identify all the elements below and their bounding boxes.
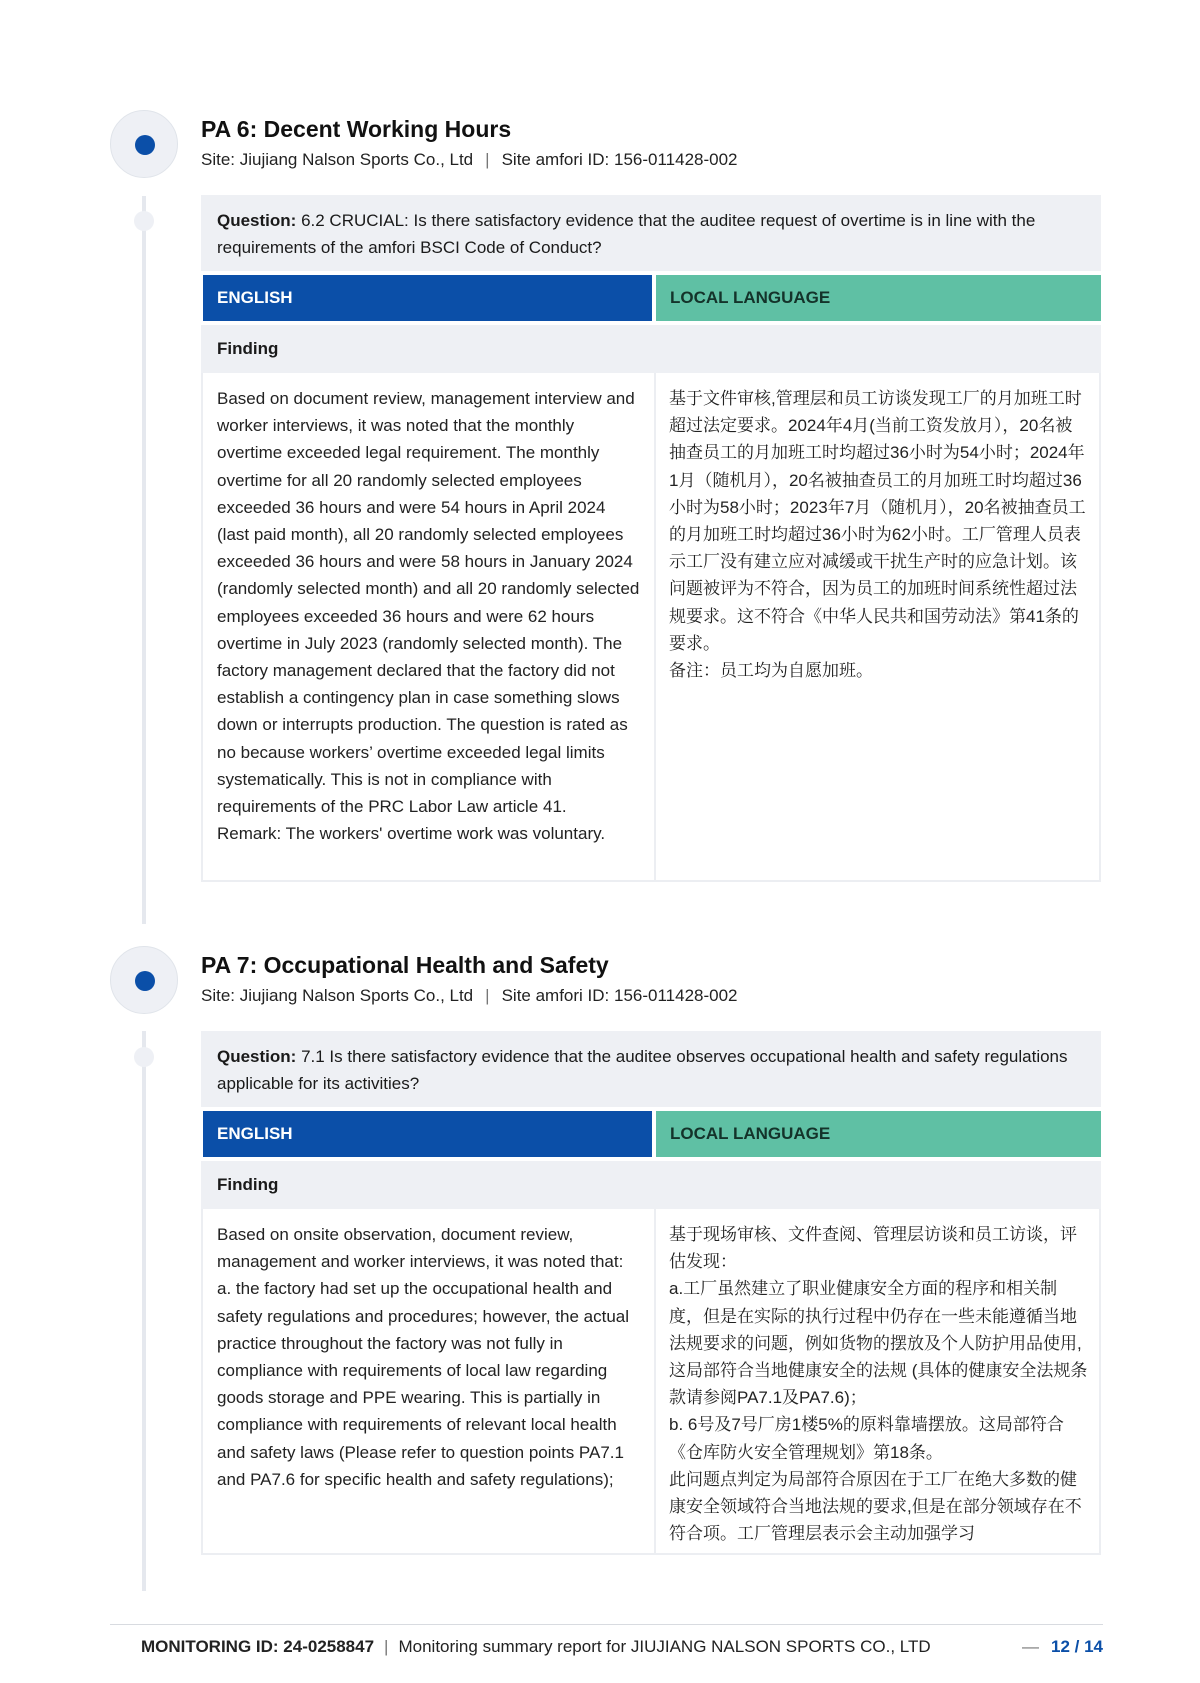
finding-english-text: Based on onsite observation, document review, management and worker interviews, it was noted that: a. the factory had set up the occupational health and safety regulations and procedures; however, the actual practice throughout the factory was not fully in compliance with requirements of local law regarding goods storage and PPE wearing. This is partially in compliance with requirements of relevant local health and safety laws (Please refer to question points PA7.1 and PA7.6 for specific health and safety regulations); — [217, 1225, 630, 1489]
site-line — [201, 150, 738, 170]
monitoring-id: MONITORING ID: 24-0258847 — [141, 1637, 375, 1656]
timeline-dot — [134, 1047, 154, 1067]
footer-dash: — — [1022, 1637, 1039, 1656]
finding-content — [201, 373, 1101, 882]
timeline-rail — [142, 1031, 146, 1591]
question-label: Question: — [217, 1047, 297, 1066]
section-title: PA 7: Occupational Health and Safety — [201, 952, 609, 978]
finding-english-text: Based on document review, management interview and worker interviews, it was noted that the monthly overtime exceeded legal requirement. The monthly overtime for all 20 randomly selected employees exceeded 36 hours and were 54 hours in April 2024 (last paid month), all 20 randomly selected employees exceeded 36 hours and were 58 hours in January 2024 (randomly selected month) and all 20 randomly selected employees exceeded 36 hours and were 62 hours overtime in July 2023 (randomly selected month). The factory management declared that the factory did not establish a contingency plan in case something slows down or interrupts production. The question is rated as no because workers’ overtime exceeded legal limits systematically. This is not in compliance with requirements of the PRC Labor Law article 41. Remark: The workers' overtime work was voluntary. — [217, 389, 640, 844]
footer-divider — [110, 1624, 1103, 1625]
section-title: PA 6: Decent Working Hours — [201, 116, 512, 142]
timeline-dot — [134, 211, 154, 231]
finding-label: Finding — [201, 1161, 1101, 1209]
marker-dot — [135, 135, 155, 155]
section-marker-icon — [110, 110, 178, 178]
language-header-row — [201, 1111, 1101, 1157]
page-number — [1022, 1637, 1103, 1657]
local-language-column-header: LOCAL LANGUAGE — [656, 275, 1101, 321]
site-amfori-id: Site amfori ID: 156-011428-002 — [501, 986, 738, 1005]
english-column-header: ENGLISH — [203, 275, 652, 321]
question-label: Question: — [217, 211, 297, 230]
site-amfori-id: Site amfori ID: 156-011428-002 — [501, 150, 738, 169]
page-number-value: 12 / 14 — [1051, 1637, 1103, 1656]
question-box — [201, 1031, 1101, 1107]
question-text: 6.2 CRUCIAL: Is there satisfactory evidence that the auditee request of overtime is in line with the requirements of the amfori BSCI Code of Conduct? — [217, 211, 1036, 257]
language-header-row — [201, 275, 1101, 321]
page-footer — [141, 1637, 1103, 1657]
marker-dot — [135, 971, 155, 991]
finding-label: Finding — [201, 325, 1101, 373]
timeline-rail — [142, 196, 146, 924]
section-marker-icon — [110, 946, 178, 1014]
site-name: Site: Jiujiang Nalson Sports Co., Ltd — [201, 150, 474, 169]
site-separator: | — [485, 150, 490, 169]
column-divider — [654, 373, 656, 880]
english-column-header: ENGLISH — [203, 1111, 652, 1157]
footer-separator: | — [384, 1637, 389, 1656]
question-text: 7.1 Is there satisfactory evidence that the auditee observes occupational health and safety regulations applicable for its activities? — [217, 1047, 1068, 1093]
site-line — [201, 986, 738, 1006]
question-box — [201, 195, 1101, 271]
finding-local-text: 基于文件审核,管理层和员工访谈发现工厂的月加班工时超过法定要求。2024年4月(当前工资发放月），20名被抽查员工的月加班工时均超过36小时为54小时；2024年1月（随机月），20名被抽查员工的月加班工时均超过36小时为58小时；2023年7月（随机月），20名被抽查员工的月加班工时均超过36小时为62小时。工厂管理人员表示工厂没有建立应对减缓或干扰生产时的应急计划。该问题被评为不符合，因为员工的加班时间系统性超过法规要求。这不符合《中华人民共和国劳动法》第41条的要求。 备注：员工均为自愿加班。 — [669, 389, 1086, 681]
finding-content — [201, 1209, 1101, 1555]
section-pa7 — [201, 952, 1101, 1552]
finding-local-text: 基于现场审核、文件查阅、管理层访谈和员工访谈，评估发现： a.工厂虽然建立了职业健康安全方面的程序和相关制度，但是在实际的执行过程中仍存在一些未能遵循当地法规要求的问题，例如货物的摆放及个人防护用品使用,这局部符合当地健康安全的法规 (具体的健康安全法规条款请参阅PA7.1及PA7.6)； b. 6号及7号厂房1楼5%的原料靠墙摆放。这局部符合《仓库防火安全管理规划》第18条。 此问题点判定为局部符合原因在于工厂在绝大多数的健康安全领域符合当地法规的要求,但是在部分领域存在不符合项。工厂管理层表示会主动加强学习 — [669, 1225, 1088, 1544]
local-language-column-header: LOCAL LANGUAGE — [656, 1111, 1101, 1157]
site-name: Site: Jiujiang Nalson Sports Co., Ltd — [201, 986, 474, 1005]
report-title: Monitoring summary report for JIUJIANG NALSON SPORTS CO., LTD — [398, 1637, 931, 1656]
section-pa6 — [201, 116, 1101, 896]
site-separator: | — [485, 986, 490, 1005]
column-divider — [654, 1209, 656, 1553]
